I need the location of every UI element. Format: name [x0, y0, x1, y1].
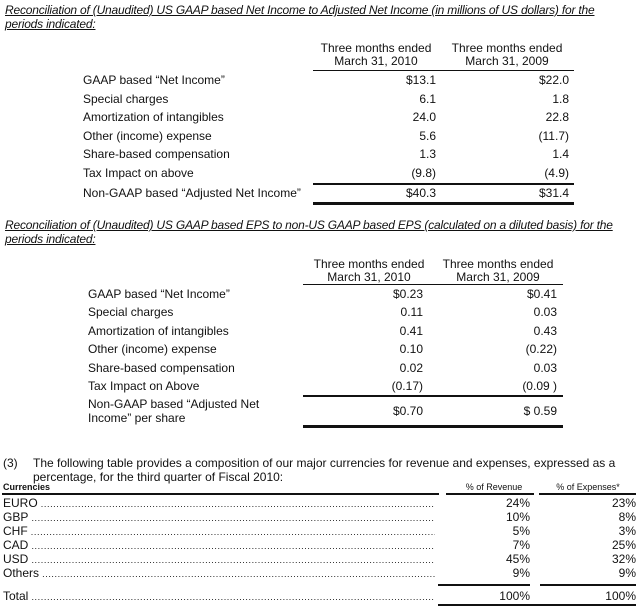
subtotal-rule-expenses	[540, 584, 636, 586]
column-header-line2: March 31, 2010	[327, 270, 411, 284]
column-header-line1: Three months ended	[451, 41, 563, 55]
header-revenue: % of Revenue	[465, 482, 523, 492]
total-2009: $31.4	[538, 186, 569, 200]
row-label: Other (income) expense	[88, 342, 217, 356]
value-2009: (11.7)	[538, 129, 569, 143]
row-label: GAAP based “Net Income”	[83, 73, 225, 87]
column-header-line2: March 31, 2010	[334, 54, 418, 68]
total-label	[88, 397, 259, 425]
header-rule-currencies	[2, 493, 439, 495]
value-2010: 0.02	[399, 361, 423, 375]
row-label: Amortization of intangibles	[88, 324, 229, 338]
revenue-value: 10%	[505, 510, 530, 524]
revenue-value: 5%	[512, 524, 530, 538]
column-header-2009	[433, 258, 563, 284]
row-label: Other (income) expense	[83, 129, 212, 143]
value-2010: 6.1	[419, 92, 436, 106]
value-2010: (9.8)	[411, 166, 436, 180]
total-rule	[438, 604, 636, 606]
header-currencies: Currencies	[3, 482, 51, 492]
currency-label: CAD .....	[3, 538, 435, 552]
expenses-value: 25%	[611, 538, 636, 552]
value-2010: $0.23	[392, 287, 423, 301]
column-header-2009	[440, 42, 574, 68]
value-2009: (4.9)	[544, 166, 569, 180]
total-2009: $ 0.59	[523, 404, 557, 418]
row-label: Share-based compensation	[83, 147, 230, 161]
column-header-line2: March 31, 2009	[465, 54, 549, 68]
column-header-line1: Three months ended	[442, 257, 554, 271]
column-header-line1: Three months ended	[313, 257, 425, 271]
row-label: Amortization of intangibles	[83, 110, 224, 124]
header-rule	[313, 70, 574, 71]
subtotal-rule	[303, 395, 563, 397]
note-number: (3)	[3, 456, 18, 470]
note-text-line1: The following table provides a composition of our major currencies for revenue and expenses, expressed as a	[33, 456, 616, 470]
header-expenses: % of Expenses*	[556, 482, 620, 492]
expenses-value: 23%	[611, 496, 636, 510]
expenses-value: 3%	[618, 524, 636, 538]
value-2009: 0.43	[533, 324, 557, 338]
row-label: Tax Impact on Above	[88, 379, 200, 393]
value-2009: 0.03	[533, 305, 557, 319]
header-rule-expenses	[539, 493, 636, 495]
value-2010: $13.1	[405, 73, 436, 87]
total-revenue: 100%	[499, 589, 530, 603]
row-label: Tax Impact on above	[83, 166, 194, 180]
row-label: Special charges	[88, 305, 174, 319]
value-2009: (0.09 )	[522, 379, 557, 393]
subtotal-rule	[313, 183, 574, 185]
column-header-line2: March 31, 2009	[456, 270, 540, 284]
value-2009: 0.03	[533, 361, 557, 375]
total-label-line1: Non-GAAP based “Adjusted Net	[88, 397, 260, 411]
revenue-value: 9%	[512, 566, 530, 580]
value-2009: 1.4	[552, 147, 569, 161]
column-header-line1: Three months ended	[320, 41, 432, 55]
revenue-value: 7%	[512, 538, 530, 552]
total-label-line2: Income” per share	[88, 411, 186, 425]
value-2009: 22.8	[545, 110, 569, 124]
column-header-2010	[305, 258, 433, 284]
value-2010: 0.41	[399, 324, 423, 338]
header-rule-revenue	[446, 493, 534, 495]
total-2010: $40.3	[405, 186, 436, 200]
value-2010: (0.17)	[391, 379, 423, 393]
subtotal-rule-revenue	[438, 584, 530, 586]
currency-label: CHF .....	[3, 524, 435, 538]
value-2010: 24.0	[412, 110, 436, 124]
total-label: Total .....	[3, 589, 435, 603]
expenses-value: 8%	[618, 510, 636, 524]
total-double-rule	[303, 425, 563, 428]
total-2010: $0.70	[392, 404, 423, 418]
revenue-value: 24%	[505, 496, 530, 510]
currency-label: EURO .....	[3, 496, 435, 510]
value-2010: 0.11	[400, 305, 423, 319]
row-label: GAAP based “Net Income”	[88, 287, 230, 301]
note-text-line2: percentage, for the third quarter of Fiscal 2010:	[33, 470, 284, 484]
value-2009: 1.8	[552, 92, 569, 106]
currency-label: USD .....	[3, 552, 435, 566]
header-rule	[303, 284, 563, 285]
value-2010: 0.10	[399, 342, 423, 356]
currency-label: GBP .....	[3, 510, 435, 524]
total-double-rule	[313, 202, 574, 205]
value-2010: 5.6	[419, 129, 436, 143]
revenue-value: 45%	[505, 552, 530, 566]
total-label: Non-GAAP based “Adjusted Net Income”	[83, 186, 301, 200]
row-label: Share-based compensation	[88, 361, 235, 375]
value-2009: (0.22)	[525, 342, 557, 356]
net-income-reconciliation-heading: Reconciliation of (Unaudited) US GAAP based Net Income to Adjusted Net Income (in millions of US dollars) for the periods indicated:	[5, 3, 595, 31]
note-text	[33, 456, 637, 484]
total-expenses: 100%	[605, 589, 636, 603]
expenses-value: 32%	[611, 552, 636, 566]
value-2009: $0.41	[526, 287, 557, 301]
column-header-2010	[312, 42, 440, 68]
expenses-value: 9%	[618, 566, 636, 580]
value-2010: 1.3	[419, 147, 436, 161]
eps-reconciliation-heading: Reconciliation of (Unaudited) US GAAP based EPS to non-US GAAP based EPS (calculated on a diluted basis) for the periods indicated:	[5, 218, 613, 246]
value-2009: $22.0	[538, 73, 569, 87]
currency-label: Others .....	[3, 566, 435, 580]
row-label: Special charges	[83, 92, 169, 106]
